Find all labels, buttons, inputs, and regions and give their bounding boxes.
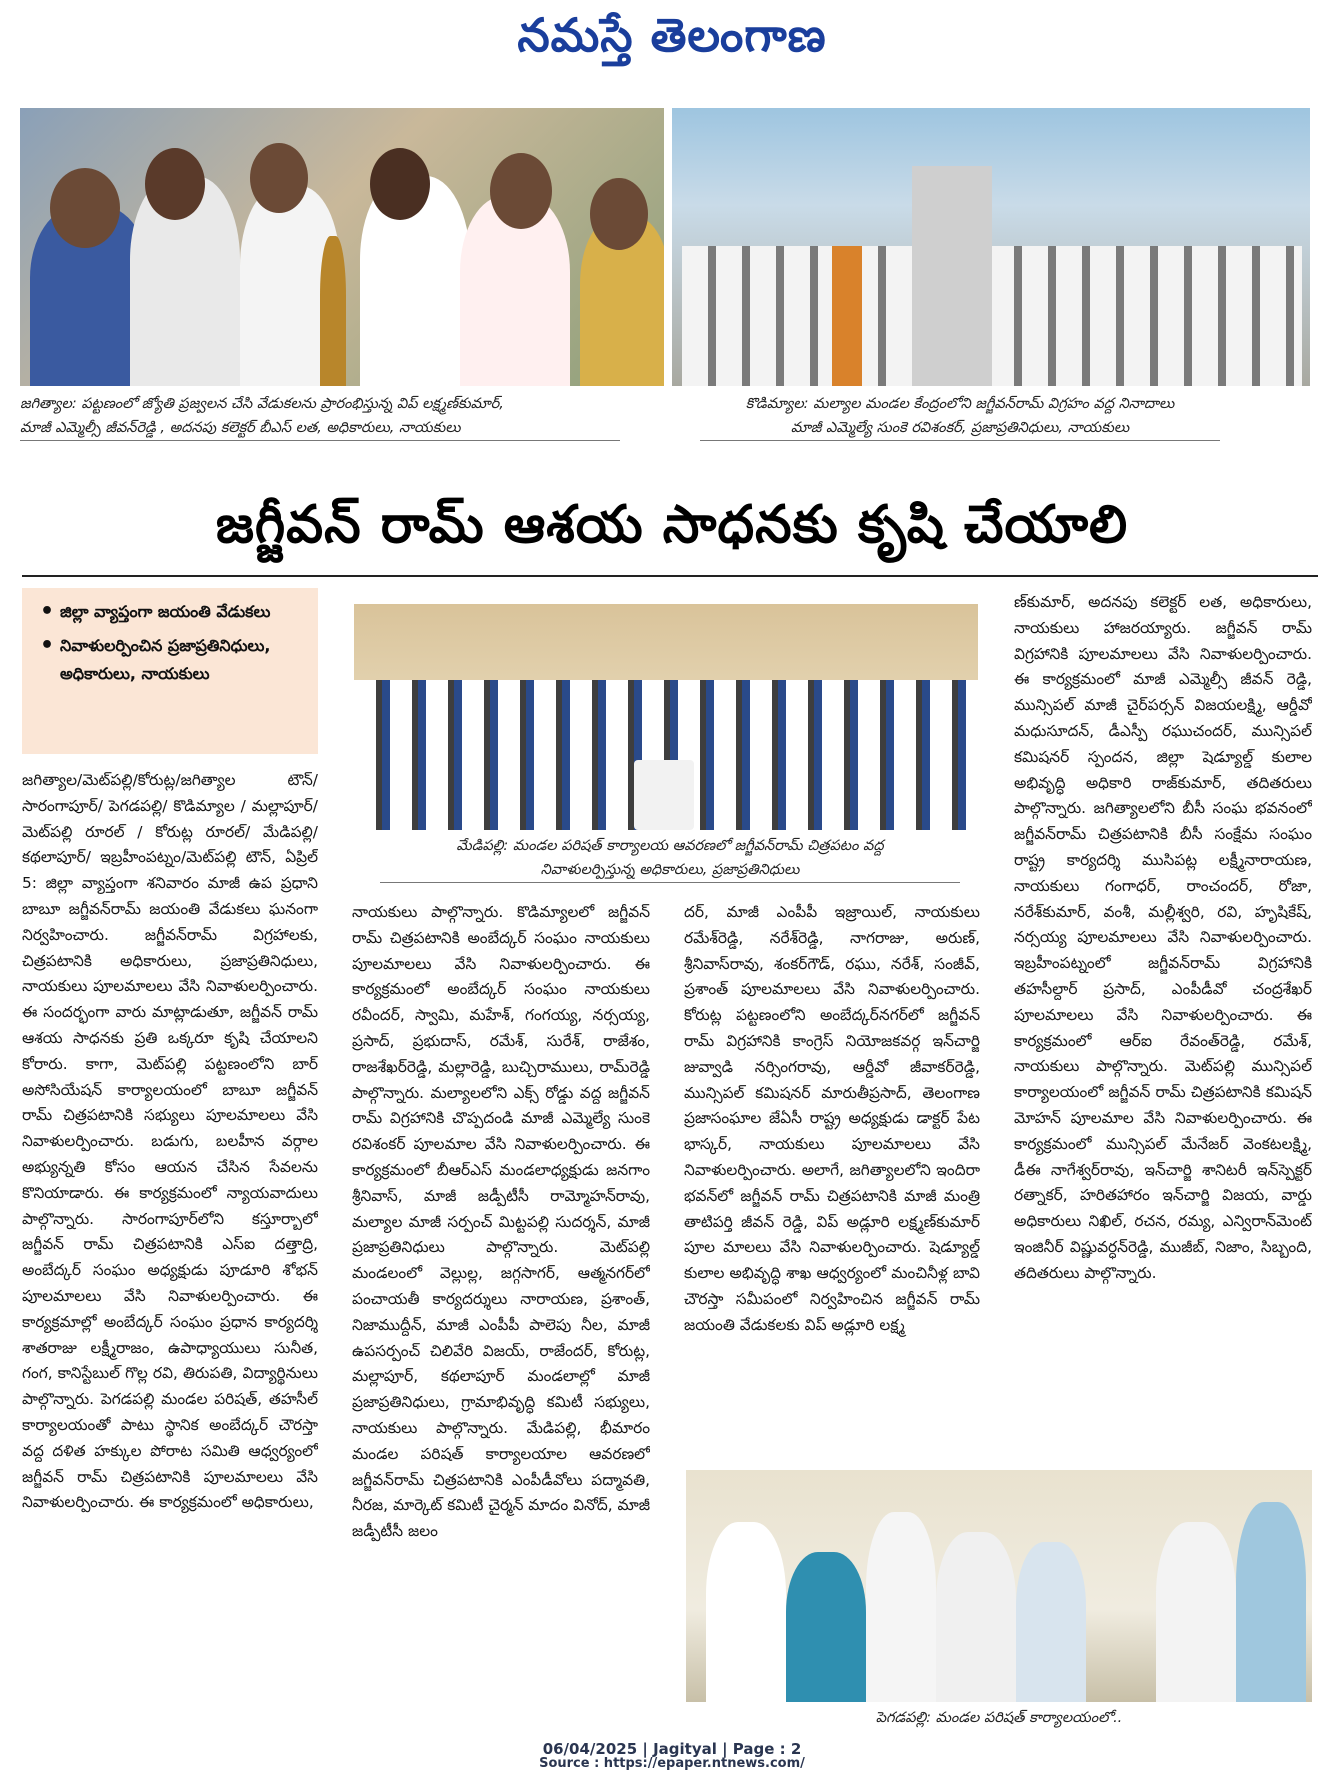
column-text: దర్, మాజీ ఎంపీపీ ఇజ్రాయిల్, నాయకులు రమేశ్‌రెడ్డి, నరేశ్‌రెడ్డి, నాగరాజు, అరుణ్, శ్రీనివాస్‌రావు, శంకర్‌గౌడ్, రఘు, నరేశ్, సంజీవ్, ప్రశాంత్ పూలమాలలు వేసి నివాళులర్పించారు. కోరుట్ల పట్టణంలోని అంబేద్కర్‌నగర్‌లో జగ్జీవన్ రామ్ విగ్రహానికి కాంగ్రెస్ నియోజకవర్గ ఇన్‌చార్జి జువ్వాడి నర్సింగరావు, ఆర్డీవో జీవాకర్‌రెడ్డి, మున్సిపల్ కమిషనర్ మారుతీప్రసాద్, తెలంగాణ ప్రజాసంఘాల జేఏసీ రాష్ట్ర అధ్యక్షుడు డాక్టర్ పేట భాస్కర్, నాయకులు పూలమాలలు వేసి నివాళులర్పించారు. అలాగే, జగిత్యాలలోని ఇందిరా భవన్‌లో జగ్జీవన్ రామ్ చిత్రపటానికి మాజీ మంత్రి తాటిపర్తి జీవన్ రెడ్డి, విప్ అడ్లూరి లక్ష్మణ్‌కుమార్ పూల మాలలు వేసి నివాళులర్పించారు. షెడ్యూల్డ్ కులాల అభివృద్ధి శాఖ ఆధ్వర్యంలో మంచినీళ్ల బావి చౌరస్తా సమీపంలో నిర్వహించిన జగ్జీవన్ రామ్ జయంతి వేడుకలకు విప్ అడ్లూరి లక్ష్మ <box>684 903 980 1334</box>
column-text: ణ్‌కుమార్, అదనపు కలెక్టర్ లత, అధికారులు, నాయకులు హాజరయ్యారు. జగ్జీవన్ రామ్ విగ్రహానికి పూలమాలలు వేసి నివాళులర్పించారు. ఈ కార్యక్రమంలో మాజీ ఎమ్మెల్సీ జీవన్ రెడ్డి, మున్సిపల్ మాజీ చైర్‌పర్సన్ విజయలక్ష్మి, ఆర్డీవో మధుసూదన్, డీఎస్పీ రఘుచందర్, మున్సిపల్ కమిషనర్ స్పందన, జిల్లా షెడ్యూల్డ్ కులాల అభివృద్ధి అధికారి రాజ్‌కుమార్, తదితరులు పాల్గొన్నారు. జగిత్యాలలోని బీసీ సంఘ భవనంలో జగ్జీవన్‌రామ్ చిత్రపటానికి బీసీ సంక్షేమ సంఘం రాష్ట్ర కార్యదర్శి ముసిపట్ల లక్ష్మీనారాయణ, నాయకులు గంగాధర్, రాంచందర్, రోజా, నరేశ్‌కుమార్, వంశీ, మల్లీశ్వరి, రవి, హృషికేష్, నర్సయ్య పూలమాలలు వేసి నివాళులర్పించారు. ఇబ్రహీంపట్నంలో జగ్జీవన్‌రామ్ విగ్రహానికి తహసీల్దార్ ప్రసాద్, ఎంపీడీవో చంద్రశేఖర్ పూలమాలలు వేసి నివాళులర్పించారు. ఈ కార్యక్రమంలో ఆర్ఐ రేవంత్‌రెడ్డి, రమేశ్, నాయకులు పాల్గొన్నారు. మెట్‌పల్లి మున్సిపల్ కార్యాలయంలో జగ్జీవన్ రామ్ చిత్రపటానికి కమిషన్ మోహన్ పూలమాల వేసి నివాళులర్పించారు. ఈ కార్యక్రమంలో మున్సిపల్ మేనేజర్ వెంకటలక్ష్మి, డీఈ నాగేశ్వర్‌రావు, ఇన్‌చార్జి శానిటరీ ఇన్‌స్పెక్టర్ రత్నాకర్, హరితహారం ఇన్‌చార్జి విజయ, వార్డు అధికారులు నిఖిల్, రచన, రమ్య, ఎన్విరాన్‌మెంట్ ఇంజినీర్ విష్ణువర్ధన్‌రెడ్డి, ముజీబ్, నిజాం, సిబ్బంది, తదితరులు పాల్గొన్నారు. <box>1014 593 1312 1282</box>
masthead: నమస్తే తెలంగాణ <box>517 8 827 62</box>
article-column-4 <box>1014 590 1312 1455</box>
photo-caption-top-right <box>700 392 1220 441</box>
photo-mandal-office <box>354 604 978 830</box>
caption-line-2: నివాళులర్పిస్తున్న అధికారులు, ప్రజాప్రతినిధులు <box>380 858 960 883</box>
article-column-1 <box>22 768 318 1743</box>
headline-rule <box>22 575 1318 577</box>
caption-line-2: మాజీ ఎమ్మెల్యే సుంకె రవిశంకర్, ప్రజాప్రతినిధులు, నాయకులు <box>700 416 1220 441</box>
highlight-item: • జిల్లా వ్యాప్తంగా జయంతి వేడుకలు <box>34 598 318 626</box>
column-text: జగిత్యాల/మెట్‌పల్లి/కోరుట్ల/జగిత్యాల టౌన్/ సారంగాపూర్/ పెగడపల్లి/ కొడిమ్యాల / మల్లాపూర్/ మెట్‌పల్లి రూరల్ / కోరుట్ల రూరల్/ మేడిపల్లి/ కథలాపూర్/ ఇబ్రహీంపట్నం/మెట్‌పల్లి టౌన్, ఏప్రిల్ 5: జిల్లా వ్యాప్తంగా శనివారం మాజీ ఉప ప్రధాని బాబూ జగ్జీవన్‌రామ్ జయంతి వేడుకలు ఘనంగా నిర్వహించారు. జగ్జీవన్‌రామ్ విగ్రహాలకు, చిత్రపటానికి అధికారులు, ప్రజాప్రతినిధులు, నాయకులు పూలమాలలు వేసి నివాళులర్పించారు. ఈ సందర్భంగా వారు మాట్లాడుతూ, జగ్జీవన్ రామ్ ఆశయ సాధనకు ప్రతి ఒక్కరూ కృషి చేయాలని కోరారు. కాగా, మెట్‌పల్లి పట్టణంలోని బార్ అసోసియేషన్ కార్యాలయంలో బాబూ జగ్జీవన్ రామ్ చిత్రపటానికి సభ్యులు పూలమాలలు వేసి నివాళులర్పించారు. బడుగు, బలహీన వర్గాల అభ్యున్నతి కోసం ఆయన చేసిన సేవలను కొనియాడారు. ఈ కార్యక్రమంలో న్యాయవాదులు పాల్గొన్నారు. సారంగాపూర్‌లోని కస్తూర్బాలో జగ్జీవన్ రామ్ చిత్రపటానికి ఎస్ఐ దత్తాద్రి, అంబేద్కర్ సంఘం అధ్యక్షుడు పూడూరి శోభన్ పూలమాలలు వేసి నివాళులర్పించారు. ఈ కార్యక్రమాల్లో అంబేద్కర్ సంఘం ప్రధాన కార్యదర్శి శాతరాజు లక్ష్మీరాజం, ఉపాధ్యాయులు సునీత, గంగ, కానిస్టేబుల్ గొల్ల రవి, తిరుపతి, విద్యార్థినులు పాల్గొన్నారు. పెగడపల్లి మండల పరిషత్, తహసీల్ కార్యాలయంతో పాటు స్థానిక అంబేద్కర్ చౌరస్తా వద్ద దళిత హక్కుల పోరాట సమితి ఆధ్వర్యంలో జగ్జీవన్ రామ్ చిత్రపటానికి పూలమాలలు వేసి నివాళులర్పించారు. ఈ కార్యక్రమంలో అధికారులు, <box>22 771 318 1512</box>
caption-line-2: మాజీ ఎమ్మెల్సీ జీవన్‌రెడ్డి , అదనపు కలెక్టర్ బీఎస్ లత, అధికారులు, నాయకులు <box>20 416 620 441</box>
photo-pegadapalli <box>686 1470 1312 1702</box>
photo-lamp-lighting <box>20 108 664 386</box>
photo-caption-bottom-right <box>686 1706 1312 1730</box>
caption-line-1: జగిత్యాల: పట్టణంలో జ్యోతి ప్రజ్వలన చేసి వేడుకలను ప్రారంభిస్తున్న విప్ లక్ష్మణ్‌కుమార్, <box>20 396 504 412</box>
photo-caption-top-left <box>20 392 620 441</box>
caption-line-1: పెగడపల్లి: మండల పరిషత్ కార్యాలయంలో.. <box>875 1710 1123 1726</box>
highlights-box <box>22 588 318 754</box>
article-column-3 <box>684 900 980 1455</box>
caption-line-1: మేడిపల్లి: మండల పరిషత్ కార్యాలయ ఆవరణలో జగ్జీవన్‌రామ్ చిత్రపటం వద్ద <box>456 838 884 854</box>
footer-source: Source : https://epaper.ntnews.com/ <box>539 1756 805 1771</box>
footer-date-page: 06/04/2025 | Jagityal | Page : 2 <box>542 1740 802 1758</box>
article-column-2 <box>352 900 650 1743</box>
headline: జగ్జీవన్ రామ్ ఆశయ సాధనకు కృషి చేయాలి <box>215 495 1129 555</box>
column-text: నాయకులు పాల్గొన్నారు. కొడిమ్యాలలో జగ్జీవన్ రామ్ చిత్రపటానికి అంబేద్కర్ సంఘం నాయకులు పూలమాలలు వేసి నివాళులర్పించారు. ఈ కార్యక్రమంలో అంబేద్కర్ సంఘం నాయకులు రవీందర్, స్వామి, మహేశ్, గంగయ్య, నర్సయ్య, ప్రసాద్, ప్రభుదాస్, రమేశ్, సురేశ్, రాజేశం, రాజశేఖర్‌రెడ్డి, మల్లారెడ్డి, బుచ్చిరాములు, రామ్‌రెడ్డి పాల్గొన్నారు. మల్యాలలోని ఎక్స్ రోడ్డు వద్ద జగ్జీవన్ రామ్ విగ్రహానికి చొప్పదండి మాజీ ఎమ్మెల్యే సుంకె రవిశంకర్ పూలమాల వేసి నివాళులర్పించారు. ఈ కార్యక్రమంలో బీఆర్ఎస్ మండలాధ్యక్షుడు జనగాం శ్రీనివాస్, మాజీ జడ్పీటీసీ రామ్మోహన్‌రావు, మల్యాల మాజీ సర్పంచ్ మిట్టపల్లి సుదర్శన్, మాజీ ప్రజాప్రతినిధులు పాల్గొన్నారు. మెట్‌పల్లి మండలంలో వెల్లుల్ల, జగ్గసాగర్, ఆత్మనగర్‌లో పంచాయతీ కార్యదర్శులు నారాయణ, ప్రశాంత్, నిజాముద్దీన్, మాజీ ఎంపీపీ పాలెపు నీల, మాజీ ఉపసర్పంచ్ చిలివేరి విజయ్, రాజేందర్, కోరుట్ల, మల్లాపూర్, కథలాపూర్ మండలాల్లో మాజీ ప్రజాప్రతినిధులు, గ్రామాభివృద్ధి కమిటీ సభ్యులు, నాయకులు పాల్గొన్నారు. మేడిపల్లి, భీమారం మండల పరిషత్ కార్యాలయాల ఆవరణలో జగ్జీవన్‌రామ్ చిత్రపటానికి ఎంపీడీవోలు పద్మావతి, నీరజ, మార్కెట్ కమిటీ చైర్మన్ మాదం వినోద్, మాజీ జడ్పీటీసీ జలం <box>352 903 650 1541</box>
highlight-item: • నివాళులర్పించిన ప్రజాప్రతినిధులు, అధికారులు, నాయకులు <box>34 632 318 688</box>
photo-caption-middle <box>380 834 960 883</box>
photo-statue-tribute <box>672 108 1310 386</box>
caption-line-1: కొడిమ్యాల: మల్యాల మండల కేంద్రంలోని జగ్జీవన్‌రామ్ విగ్రహం వద్ద నినాదాలు <box>745 396 1175 412</box>
